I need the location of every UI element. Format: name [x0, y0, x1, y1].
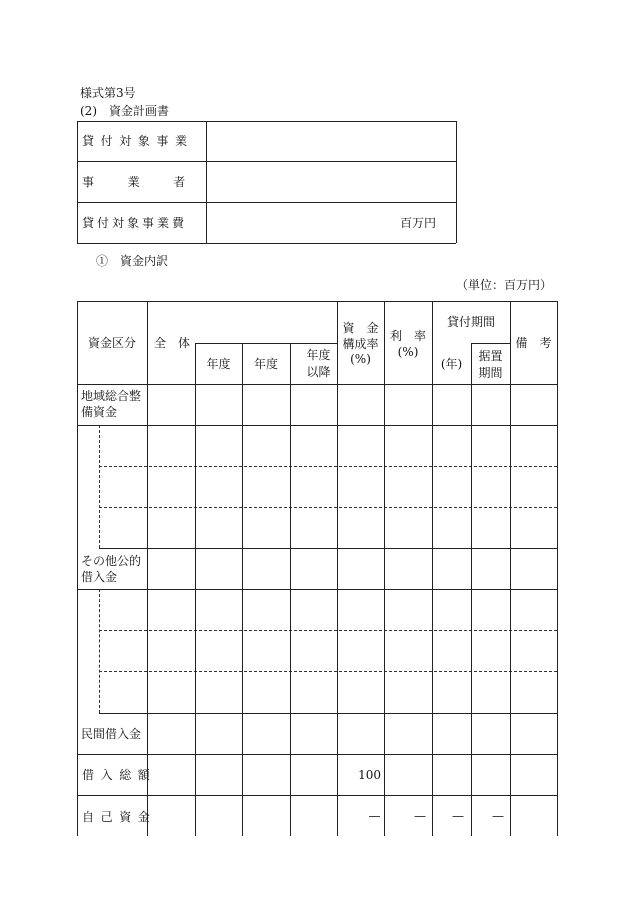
header-year2: 年度	[253, 357, 278, 371]
row-regional-line2: 備資金	[81, 405, 118, 419]
header-rate-line2: (%)	[397, 345, 419, 359]
subsection-title: ① 資金内訳	[96, 254, 169, 268]
header-year3-line1: 年度	[306, 348, 331, 362]
info-label-project: 貸付対象事業	[82, 134, 194, 148]
row-other-public-line1: その他公的	[81, 554, 142, 568]
own-funds-ratio-dash: —	[368, 809, 381, 823]
info-value-cost-unit: 百万円	[400, 216, 437, 230]
header-ratio-line1: 資 金	[342, 321, 379, 335]
header-grace-line2: 期間	[478, 366, 503, 380]
header-category: 資金区分	[88, 336, 137, 350]
form-number: 様式第3号	[80, 86, 136, 100]
info-label-operator: 事業者	[82, 175, 219, 189]
header-year3-line2: 以降	[306, 365, 331, 379]
row-regional-line1: 地域総合整	[81, 389, 142, 403]
header-grace-line1: 据置	[478, 349, 503, 363]
header-period: 貸付期間	[446, 315, 495, 329]
own-funds-rate-dash: —	[414, 809, 426, 823]
header-remarks: 備 考	[515, 336, 552, 350]
borrowing-total-ratio: 100	[358, 768, 381, 782]
header-ratio-line3: (%)	[350, 352, 371, 366]
info-label-cost: 貸付対象事業費	[82, 216, 188, 230]
row-private: 民間借入金	[81, 727, 142, 741]
unit-note: （単位：百万円）	[456, 278, 553, 292]
header-ratio-line2: 構成率	[342, 337, 379, 351]
section-title: (2) 資金計画書	[80, 104, 169, 118]
own-funds-period-dash: —	[452, 809, 464, 823]
row-other-public-line2: 借入金	[81, 570, 118, 584]
header-total: 全 体	[154, 336, 191, 350]
own-funds-grace-dash: —	[492, 809, 504, 823]
row-own-funds: 自己資金	[82, 810, 157, 824]
header-period-years: (年)	[440, 357, 463, 371]
header-year1: 年度	[206, 357, 231, 371]
header-rate-line1: 利 率	[389, 329, 426, 343]
row-borrowing-total: 借入総額	[82, 768, 157, 782]
